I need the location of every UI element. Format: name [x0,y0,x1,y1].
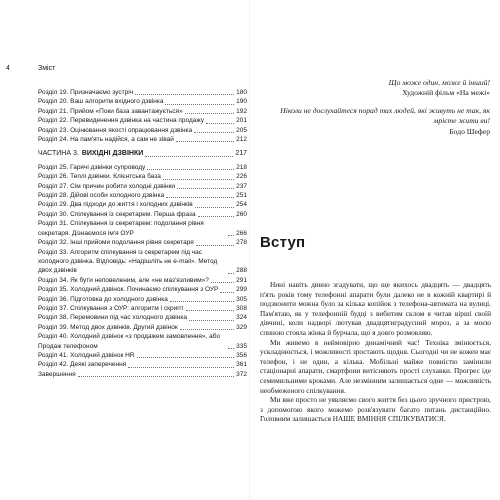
toc-entry-title: Розділ 23. Оцінювання якості опрацювання дзвінка [38,126,193,134]
toc-page-number: 260 [236,210,247,218]
table-of-contents [38,88,247,379]
toc-part-title: ВИХІДНІ ДЗВІНКИ [81,150,144,158]
paragraph: Ми живемо в неймовірно динамічний час! Техніка змінюється, ускладнюється, і можливості зростають щодня. Сьогодні чи не кожен має телефон, і не один, а кілька. Мобільні майже повністю замінили стаціонарні апарати, смартфони витісняють прості слухавки. Прогрес іде семимильними кроками. Але незмінним залишається одне — можливість необмеженого спілкування. [260,337,491,395]
toc-entry-title: Розділ 35. Холодний дзвінок. Починаємо спілкування з ОУР [38,286,219,294]
toc-page-number: 190 [236,98,247,106]
toc-dot-leader [135,94,234,95]
toc-entry [38,295,247,304]
toc-entry [38,360,247,369]
toc-entry [38,97,247,106]
toc-page-number: 288 [236,267,247,275]
toc-entry [38,191,247,200]
toc-page-number: 361 [236,361,247,369]
toc-page-number: 205 [236,126,247,134]
toc-dot-leader [163,179,234,180]
paragraph: Нині навіть дивно згадувати, що ще якихось двадцять — двадцять п'ять років тому телефонні апарати були далеко не в кожній квартирі й подзвонити можна було за кілька копійок з телефона-автомата на вулиці. Пам'ятаю, як у телефонній будці з вибитим склом я читав вірші своїй дівчині, коли надворі лютував двадцятиградусний мороз, а за моєю спиною стояла жінка й бурчала, що я довго розмовляю. [260,280,491,337]
toc-entry-title: Розділ 42. Деякі заперечення [38,361,127,369]
toc-dot-leader [196,245,234,246]
toc-entry [38,219,247,238]
toc-entry-title: Розділ 33. Алгоритм спілкування із секретарем під час холодного дзвінка. Відповідь: «Надішліть не e-mail». Метод двох дзвінків [38,248,218,275]
toc-entry [38,135,247,144]
chapter-heading: Вступ [260,234,306,251]
toc-dot-leader [185,113,234,114]
toc-page-number: 308 [236,304,247,312]
toc-dot-leader [186,310,234,311]
toc-entry [38,332,247,351]
toc-dot-leader [228,273,234,274]
toc-entry [38,116,247,125]
toc-page-number: 329 [236,323,247,331]
toc-page-number: 372 [236,370,247,378]
toc-entry [38,238,247,247]
toc-entry-title: Розділ 30. Спілкування із секретарем. Перша фраза [38,210,196,218]
toc-entry-title: Розділ 41. Холодний дзвінок HR [38,351,135,359]
toc-entry [38,304,247,313]
toc-page-number: 192 [236,107,247,115]
running-head: Зміст [38,65,56,72]
toc-entry-title: Розділ 20. Ваш алгоритм вхідного дзвінка [38,98,164,106]
toc-page-number: 278 [236,239,247,247]
toc-entry-title: Розділ 29. Два підходи до життя і холодних дзвінків [38,201,193,209]
toc-dot-leader [228,348,234,349]
toc-dot-leader [137,357,235,358]
toc-dot-leader [176,141,234,142]
body-text [260,280,491,424]
toc-entry-title: Розділ 31. Спілкування із секретарем: подолання рівня секретаря. Дізнаємося ім'я ОУР [38,220,204,237]
toc-dot-leader [147,169,234,170]
toc-entry [38,126,247,135]
toc-dot-leader [166,197,234,198]
toc-entry-title: ЧАСТИНА 3. [38,150,79,158]
toc-entry-title: Розділ 36. Підготовка до холодного дзвінка [38,295,168,303]
toc-page-number: 237 [236,182,247,190]
toc-entry [38,285,247,294]
toc-page-number: 305 [236,295,247,303]
toc-page-number: 217 [235,150,247,158]
toc-page-number: 201 [236,117,247,125]
toc-dot-leader [78,376,234,377]
toc-entry-title: Розділ 19. Призначаємо зустріч [38,89,134,96]
toc-page-number: 254 [236,201,247,209]
toc-entry [38,351,247,360]
epigraph-quote: Що може один, може й інший! [388,78,490,87]
toc-page-number: 335 [236,342,247,350]
toc-entry-title: Розділ 34. Як бути неповеленим, але «не маз'язливим»? [38,276,209,284]
toc-entry-title: Розділ 27. Сім причин робити холодні дзвінки [38,182,176,190]
toc-page-number: 180 [236,89,247,96]
toc-dot-leader [180,329,234,330]
toc-dot-leader [194,132,234,133]
toc-entry-title: Розділ 32. Інші прийоми подолання рівня секретаря [38,239,194,247]
toc-entry [38,370,247,379]
toc-entry [38,107,247,116]
toc-dot-leader [198,216,234,217]
toc-dot-leader [228,235,234,236]
toc-page-number: 299 [236,286,247,294]
epigraph-quote: Ніколи не дослухайтеся порад тих людей, які живуть не так, як мрієте жити ви! [280,105,490,126]
toc-entry-title: Розділ 39. Метод двох дзвінків. Другий дзвінок [38,323,178,331]
toc-entry [38,163,247,172]
epigraph [260,78,490,137]
toc-dot-leader [195,207,234,208]
epigraph-author: Бодо Шефер [449,126,490,136]
toc-part-heading [38,149,247,158]
toc-entry-title: Розділ 22. Перевиденення дзвінка на частина продажу [38,117,205,125]
toc-dot-leader [165,104,234,105]
toc-page-number: 218 [236,163,247,171]
toc-entry-title: Розділ 28. Дійові особи холодного дзвінка [38,192,165,200]
paragraph: Ми вже просто не уявляємо свого життя без цього зручного пристрою, з допомогою якого можемо розв'язувати багато питань дистанційно. Головним залишається НАШЕ ВМІННЯ СПІЛКУВАТИСЯ. [260,395,491,424]
toc-dot-leader [220,292,234,293]
page-number: 4 [6,65,10,72]
toc-entry [38,210,247,219]
toc-dot-leader [128,367,234,368]
toc-dot-leader [206,123,234,124]
toc-dot-leader [145,156,233,157]
toc-entry-title: Розділ 21. Прийом «Поки база завантажується» [38,107,183,115]
toc-entry [38,276,247,285]
toc-dot-leader [177,188,234,189]
toc-dot-leader [170,301,234,302]
toc-entry [38,172,247,181]
toc-entry [38,248,247,276]
toc-entry [38,200,247,209]
toc-entry [38,313,247,322]
toc-page-number: 356 [236,351,247,359]
toc-dot-leader [189,320,234,321]
toc-page-number: 251 [236,192,247,200]
toc-page-number: 291 [236,276,247,284]
toc-page-number: 212 [236,136,247,144]
toc-entry-title: Розділ 24. На пам'ять надійся, а сам не зівай [38,136,174,144]
right-page [250,0,500,500]
toc-entry [38,323,247,332]
toc-dot-leader [211,282,234,283]
toc-entry-title: Розділ 25. Гарячі дзвінки супроводу [38,163,146,171]
toc-page-number: 324 [236,314,247,322]
toc-entry-title: Розділ 38. Перемовини під час холодного дзвінка [38,314,187,322]
toc-entry [38,182,247,191]
epigraph-author: Художній фільм «На межі» [402,88,490,98]
toc-page-number: 266 [236,229,247,237]
toc-entry-title: Завершення [38,370,76,378]
toc-page-number: 226 [236,173,247,181]
toc-entry-title: Розділ 26. Теплі дзвінки. Клієнтська база [38,173,161,181]
toc-entry [38,88,247,97]
toc-entry-title: Розділ 37. Спілкування з ОУР: алгоритм і скрипт [38,304,184,312]
toc-entry-title: Розділ 40. Холодний дзвінок «з продажем замовлення», або Продаж телефоном [38,333,221,350]
